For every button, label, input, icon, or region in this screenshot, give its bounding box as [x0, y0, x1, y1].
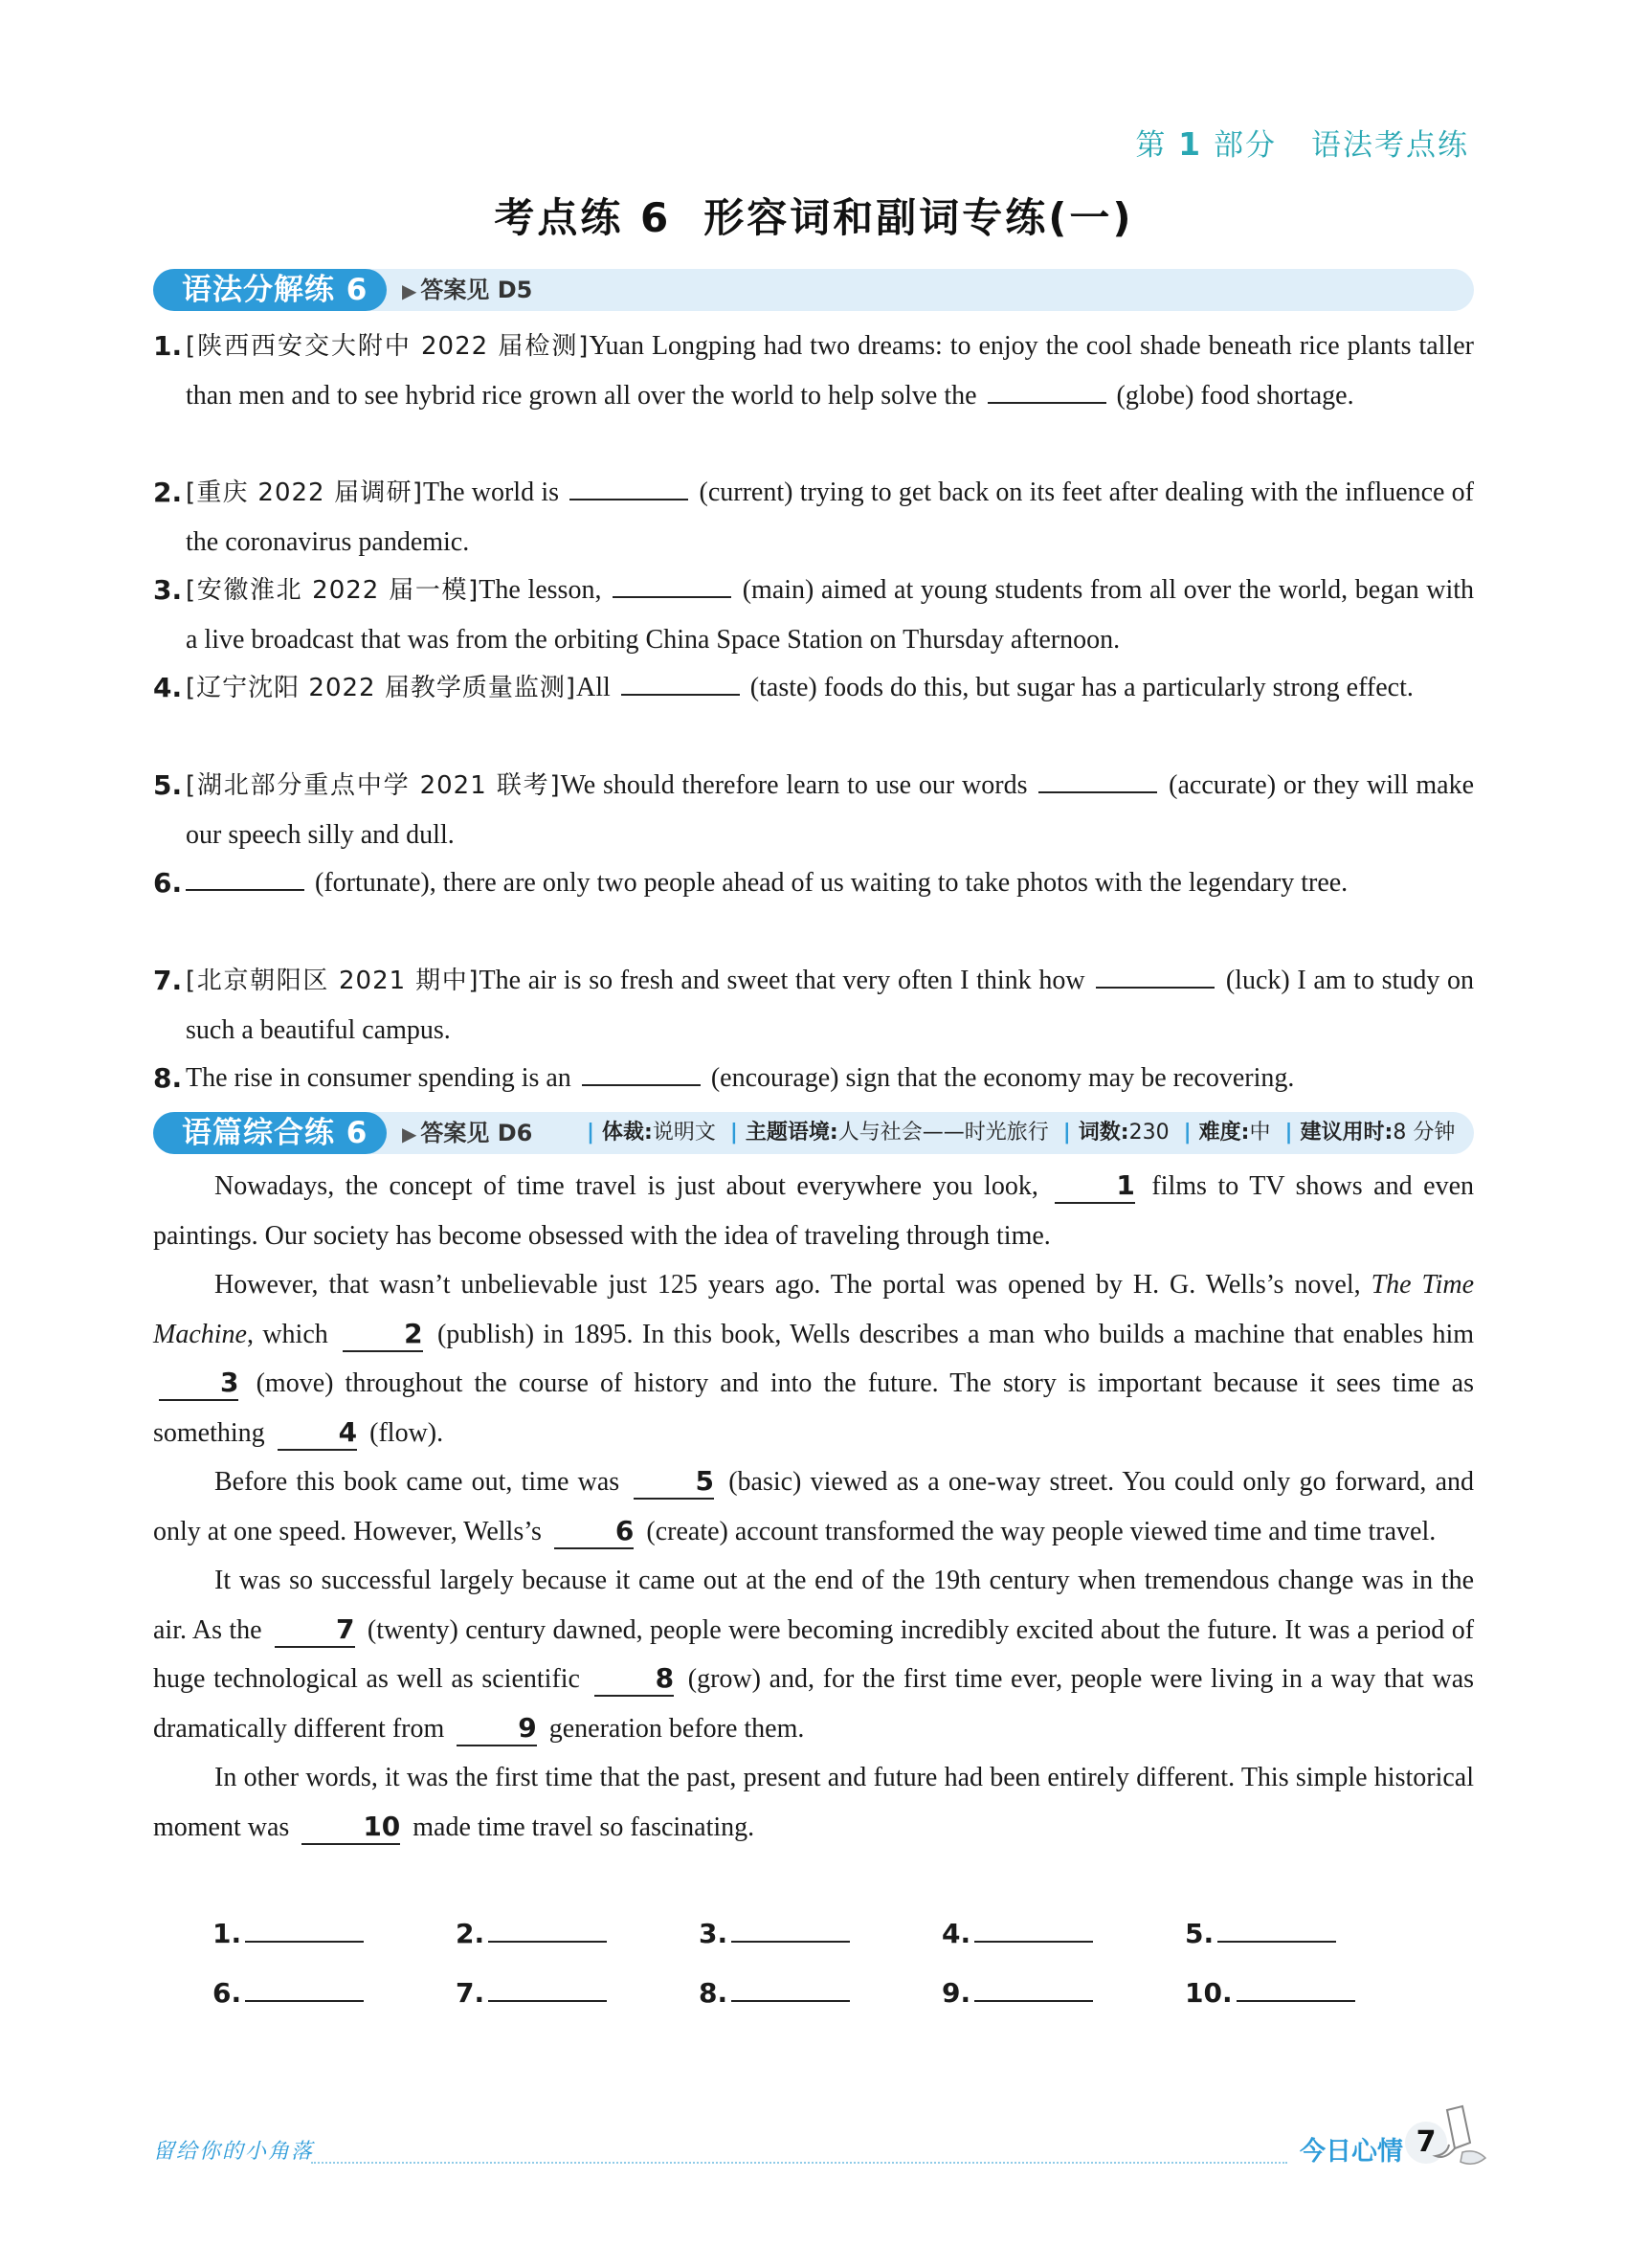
- answer-line-6[interactable]: 6.: [212, 1973, 364, 2009]
- question-source: [湖北部分重点中学 2021 联考]: [186, 771, 561, 800]
- answer-blank[interactable]: [582, 1056, 701, 1086]
- passage-meta: | 体裁:说明文 | 主题语境:人与社会——时光旅行 | 词数:230 | 难度:中 | 建议用时:8 分钟: [587, 1121, 1456, 1145]
- question-item: 3. [安徽淮北 2022 届一模]The lesson, (main) aimed at young students from all over the world, began with a live broadcast that was from the orbiting China Space Station on Thursday afternoon.: [153, 566, 1474, 664]
- passage: [153, 1162, 1474, 1852]
- numbered-blank[interactable]: 9: [457, 1712, 536, 1746]
- part-number: 1: [1178, 125, 1203, 163]
- question-item: 7. [北京朝阳区 2021 期中]The air is so fresh and sweet that very often I think how (luck) I am to study on such a beautiful campus.: [153, 956, 1474, 1055]
- footer-divider: [311, 2162, 1287, 2164]
- answer-reference: ▶ 答案见 D5: [402, 277, 533, 303]
- section-bar-grammar: [153, 269, 1474, 311]
- numbered-blank[interactable]: 3: [159, 1367, 238, 1401]
- passage-paragraph: However, that wasn’t unbelievable just 125 years ago. The portal was opened by H. G. Wells’s novel, The Time Machine, which 2 (publish) in 1895. In this book, Wells describes a man who builds a machine that enables him 3 (move) throughout the course of history and into the future. The story is important because it sees time as something 4 (flow).: [153, 1260, 1474, 1457]
- footer-mood-label: 今日心情: [1300, 2137, 1403, 2167]
- answer-blank[interactable]: [186, 860, 304, 891]
- question-source: [安徽淮北 2022 届一模]: [186, 576, 479, 605]
- question-item: 2. [重庆 2022 届调研]The world is (current) trying to get back on its feet after dealing with the influence of the coronavirus pandemic.: [153, 468, 1474, 567]
- answer-blank[interactable]: [1096, 958, 1215, 989]
- answer-line-1[interactable]: 1.: [212, 1914, 364, 1949]
- answer-blank[interactable]: [988, 373, 1106, 404]
- numbered-blank[interactable]: 5: [634, 1465, 713, 1500]
- page-number: 7: [1405, 2122, 1447, 2164]
- question-source: [陕西西安交大附中 2022 届检测]: [186, 332, 590, 361]
- section-label: 语篇综合练 6: [153, 1112, 387, 1154]
- numbered-blank[interactable]: 8: [594, 1662, 674, 1697]
- answer-line-3[interactable]: 3.: [699, 1914, 850, 1949]
- numbered-blank[interactable]: 10: [301, 1811, 400, 1845]
- question-item: 5. [湖北部分重点中学 2021 联考]We should therefore learn to use our words (accurate) or they will make our speech silly and dull.: [153, 761, 1474, 859]
- question-source: [北京朝阳区 2021 期中]: [186, 967, 479, 995]
- answer-blank[interactable]: [1038, 763, 1157, 793]
- answer-line-5[interactable]: 5.: [1185, 1914, 1336, 1949]
- answer-line-10[interactable]: 10.: [1185, 1973, 1355, 2009]
- numbered-blank[interactable]: 7: [275, 1613, 354, 1648]
- question-item: 1. [陕西西安交大附中 2022 届检测]Yuan Longping had two dreams: to enjoy the cool shade beneath rice plants taller than men and to see hybrid rice grown all over the world to help solve the (globe) food shortage.: [153, 330, 1474, 411]
- numbered-blank[interactable]: 2: [343, 1318, 422, 1352]
- answer-blank[interactable]: [569, 470, 688, 500]
- question-item: 4. [辽宁沈阳 2022 届教学质量监测]All (taste) foods do this, but sugar has a particularly strong effect.: [153, 663, 1474, 713]
- answer-line-7[interactable]: 7.: [456, 1973, 607, 2009]
- numbered-blank[interactable]: 6: [554, 1515, 634, 1549]
- page-title: 考点练 6 形容词和副词专练(一): [494, 194, 1134, 241]
- answer-line-4[interactable]: 4.: [942, 1914, 1093, 1949]
- play-triangle-icon: ▶: [402, 1123, 417, 1145]
- section-label: 语法分解练 6: [153, 269, 387, 311]
- question-source: [重庆 2022 届调研]: [186, 478, 423, 507]
- section-bar-passage: [153, 1112, 1474, 1154]
- answer-blank[interactable]: [621, 665, 740, 696]
- passage-paragraph: Before this book came out, time was 5 (basic) viewed as a one-way street. You could only go forward, and only at one speed. However, Wells’s 6 (create) account transformed the way people viewed time and time travel.: [153, 1457, 1474, 1556]
- numbered-blank[interactable]: 1: [1055, 1169, 1134, 1204]
- part-header: 第 1 部分 语法考点练: [1135, 125, 1469, 163]
- book-title: The Time Machine: [153, 1270, 1474, 1349]
- answer-blank[interactable]: [613, 567, 731, 598]
- footer-note-corner: 留给你的小角落: [153, 2140, 315, 2164]
- passage-paragraph: It was so successful largely because it came out at the end of the 19th century when tremendous change was in the air. As the 7 (twenty) century dawned, people were becoming incredibly excited about the future. It was a period of huge technological as well as scientific 8 (grow) and, for the first time ever, people were living in a way that was dramatically different from 9 generation before them.: [153, 1556, 1474, 1753]
- answer-line-8[interactable]: 8.: [699, 1973, 850, 2009]
- question-source: [辽宁沈阳 2022 届教学质量监测]: [186, 674, 576, 702]
- question-item: 8. The rise in consumer spending is an (encourage) sign that the economy may be recovering.: [153, 1054, 1474, 1102]
- pen-nib-icon: [1426, 2101, 1493, 2169]
- question-item: 6. (fortunate), there are only two people ahead of us waiting to take photos with the legendary tree.: [153, 858, 1474, 907]
- numbered-blank[interactable]: 4: [278, 1416, 357, 1451]
- part-name: 语法考点练: [1311, 128, 1469, 163]
- answer-reference: ▶ 答案见 D6: [402, 1120, 533, 1146]
- play-triangle-icon: ▶: [402, 279, 417, 302]
- answer-line-2[interactable]: 2.: [456, 1914, 607, 1949]
- passage-paragraph: In other words, it was the first time that the past, present and future had been entirely different. This simple historical moment was 10 made time travel so fascinating.: [153, 1753, 1474, 1852]
- answer-line-9[interactable]: 9.: [942, 1973, 1093, 2009]
- passage-paragraph: Nowadays, the concept of time travel is just about everywhere you look, 1 films to TV shows and even paintings. Our society has become obsessed with the idea of traveling through time.: [153, 1169, 1474, 1251]
